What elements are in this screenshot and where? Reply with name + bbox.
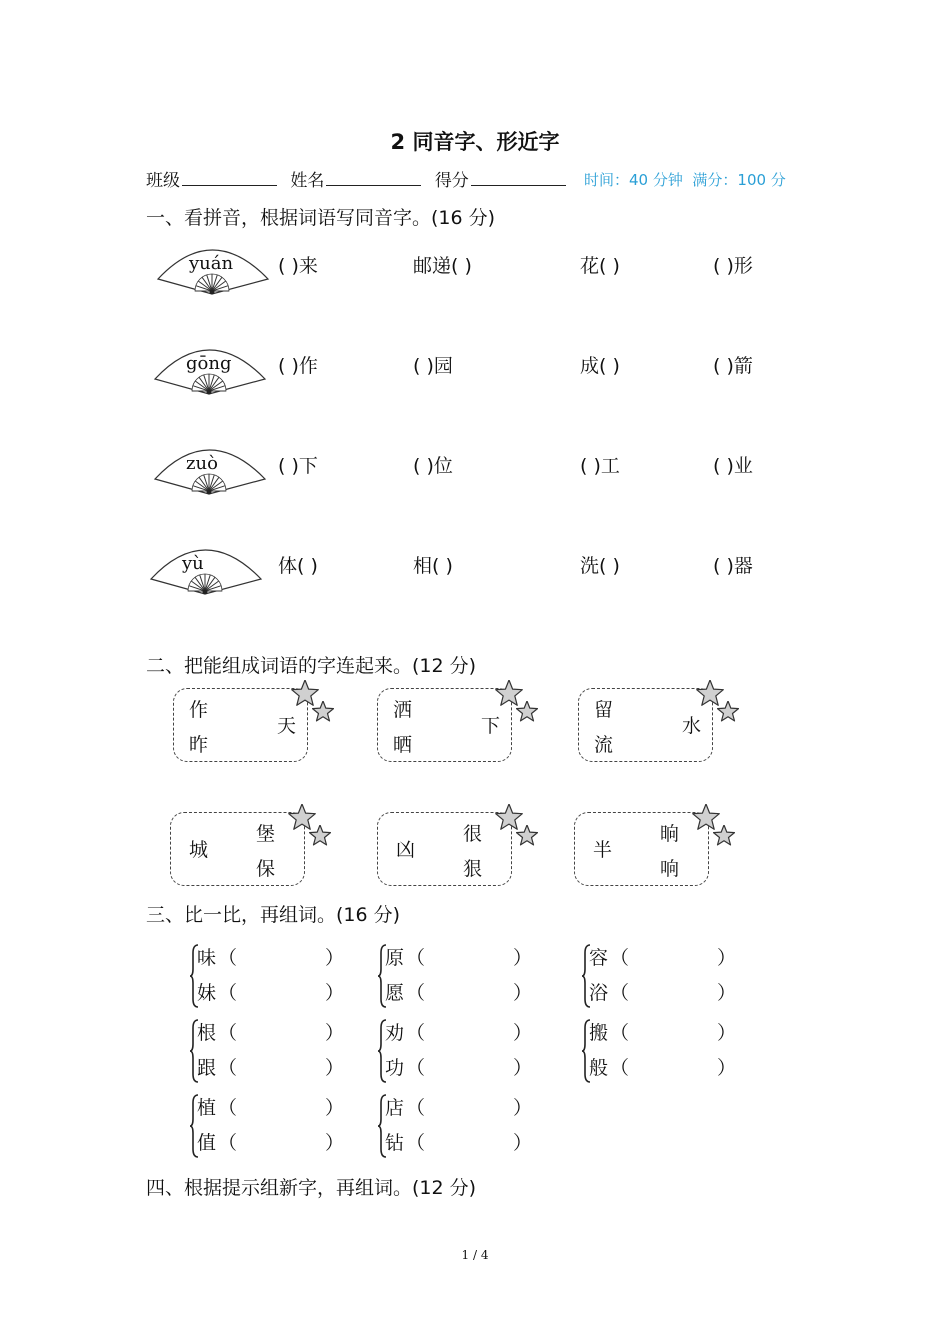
answer-paren-close: ） xyxy=(513,1022,533,1044)
answer-paren-open: （ xyxy=(406,1022,426,1044)
compare-item[interactable] xyxy=(385,1128,533,1155)
answer-paren-close: ） xyxy=(325,982,345,1004)
star-icon xyxy=(713,825,735,851)
match-char[interactable]: 作 xyxy=(189,699,209,721)
answer-paren-close: ） xyxy=(513,1097,533,1119)
compare-char: 愿 xyxy=(385,982,405,1004)
fill-blank-item[interactable]: 成( ) xyxy=(580,355,620,377)
fill-blank-item[interactable]: 体( ) xyxy=(278,555,318,577)
answer-paren-open: （ xyxy=(610,947,630,969)
compare-pair xyxy=(190,1016,370,1088)
fill-blank-item[interactable]: ( )形 xyxy=(713,255,753,277)
star-icon xyxy=(516,825,538,851)
answer-paren-close: ） xyxy=(717,982,737,1004)
compare-item[interactable] xyxy=(385,1093,533,1120)
compare-char: 跟 xyxy=(197,1057,217,1079)
answer-paren-open: （ xyxy=(218,1132,238,1154)
answer-paren-close: ） xyxy=(325,1097,345,1119)
match-char[interactable]: 城 xyxy=(189,839,209,861)
match-char[interactable]: 凶 xyxy=(396,839,416,861)
compare-item[interactable] xyxy=(197,978,345,1005)
compare-pair xyxy=(582,1016,762,1088)
fill-blank-item[interactable]: ( )园 xyxy=(413,355,453,377)
answer-paren-open: （ xyxy=(610,1022,630,1044)
pinyin-label: zuò xyxy=(186,453,218,474)
exam-meta xyxy=(584,169,786,190)
compare-pair xyxy=(190,941,370,1013)
answer-paren-close: ） xyxy=(717,1057,737,1079)
compare-item[interactable] xyxy=(589,978,737,1005)
compare-pair xyxy=(190,1091,370,1163)
fill-blank-item[interactable]: ( )器 xyxy=(713,555,753,577)
match-box xyxy=(377,688,512,762)
match-char[interactable]: 很 xyxy=(463,823,483,845)
match-char[interactable]: 洒 xyxy=(393,699,413,721)
compare-char: 店 xyxy=(385,1097,405,1119)
answer-paren-open: （ xyxy=(406,947,426,969)
match-char[interactable]: 流 xyxy=(594,734,614,756)
answer-paren-close: ） xyxy=(325,1057,345,1079)
match-char[interactable]: 昨 xyxy=(189,734,209,756)
compare-item[interactable] xyxy=(385,1018,533,1045)
compare-item[interactable] xyxy=(589,1053,737,1080)
answer-paren-close: ） xyxy=(513,982,533,1004)
score-blank[interactable] xyxy=(471,169,566,186)
section1-heading: 一、看拼音，根据词语写同音字。(16 分) xyxy=(146,207,496,229)
compare-item[interactable] xyxy=(589,943,737,970)
star-icon xyxy=(309,825,331,851)
section3-heading: 三、比一比，再组词。(16 分) xyxy=(146,904,401,926)
match-char[interactable]: 响 xyxy=(660,858,680,880)
match-box xyxy=(574,812,709,886)
match-char[interactable]: 堡 xyxy=(256,823,276,845)
answer-paren-open: （ xyxy=(610,982,630,1004)
match-char[interactable]: 天 xyxy=(277,715,297,737)
compare-char: 值 xyxy=(197,1132,217,1154)
section2-heading: 二、把能组成词语的字连起来。(12 分) xyxy=(146,655,477,677)
answer-paren-open: （ xyxy=(610,1057,630,1079)
match-char[interactable]: 下 xyxy=(481,715,501,737)
fill-blank-item[interactable]: 相( ) xyxy=(413,555,453,577)
fill-blank-item[interactable]: ( )箭 xyxy=(713,355,753,377)
match-char[interactable]: 水 xyxy=(682,715,702,737)
match-box xyxy=(173,688,308,762)
page-number: 1 / 4 xyxy=(461,1248,489,1262)
answer-paren-close: ） xyxy=(513,1057,533,1079)
compare-char: 功 xyxy=(385,1057,405,1079)
match-box xyxy=(377,812,512,886)
answer-paren-open: （ xyxy=(218,1057,238,1079)
compare-char: 搬 xyxy=(589,1022,609,1044)
score-label: 得分 xyxy=(434,171,469,191)
compare-pair xyxy=(378,1091,558,1163)
compare-char: 妹 xyxy=(197,982,217,1004)
answer-paren-close: ） xyxy=(513,1132,533,1154)
match-char[interactable]: 留 xyxy=(594,699,614,721)
answer-paren-close: ） xyxy=(717,1022,737,1044)
compare-char: 根 xyxy=(197,1022,217,1044)
answer-paren-open: （ xyxy=(218,1097,238,1119)
answer-paren-open: （ xyxy=(406,1057,426,1079)
match-box xyxy=(170,812,305,886)
section4-heading: 四、根据提示组新字，再组词。(12 分) xyxy=(146,1177,477,1199)
match-char[interactable]: 晌 xyxy=(660,823,680,845)
fill-blank-item[interactable]: 邮递( ) xyxy=(413,255,472,277)
pinyin-label: yù xyxy=(182,553,204,574)
compare-char: 劝 xyxy=(385,1022,405,1044)
answer-paren-close: ） xyxy=(717,947,737,969)
class-label: 班级 xyxy=(146,171,180,191)
time-label: 时间：40 分钟 xyxy=(584,171,683,189)
answer-paren-close: ） xyxy=(325,947,345,969)
page-title: 2 同音字、形近字 xyxy=(390,130,560,154)
fill-blank-item[interactable]: 花( ) xyxy=(580,255,620,277)
fill-blank-item[interactable]: ( )位 xyxy=(413,455,453,477)
compare-char: 味 xyxy=(197,947,217,969)
pinyin-label: yuán xyxy=(189,253,234,274)
compare-item[interactable] xyxy=(385,978,533,1005)
class-field xyxy=(146,166,574,191)
match-char[interactable]: 狠 xyxy=(463,858,483,880)
fan-icon xyxy=(148,536,264,600)
compare-char: 钻 xyxy=(385,1132,405,1154)
match-box xyxy=(578,688,713,762)
compare-char: 浴 xyxy=(589,982,609,1004)
answer-paren-open: （ xyxy=(218,982,238,1004)
compare-pair xyxy=(378,941,558,1013)
fill-blank-item[interactable]: 洗( ) xyxy=(580,555,620,577)
compare-item[interactable] xyxy=(589,1018,737,1045)
compare-item[interactable] xyxy=(197,1128,345,1155)
answer-paren-close: ） xyxy=(325,1132,345,1154)
class-blank[interactable] xyxy=(182,169,277,186)
fill-blank-item[interactable]: ( )下 xyxy=(278,455,318,477)
star-icon xyxy=(516,701,538,727)
fill-blank-item[interactable]: ( )工 xyxy=(580,455,620,477)
match-char[interactable]: 半 xyxy=(593,839,613,861)
compare-item[interactable] xyxy=(197,1093,345,1120)
answer-paren-open: （ xyxy=(218,1022,238,1044)
match-char[interactable]: 晒 xyxy=(393,734,413,756)
compare-char: 植 xyxy=(197,1097,217,1119)
compare-item[interactable] xyxy=(197,1018,345,1045)
name-blank[interactable] xyxy=(326,169,421,186)
compare-pair xyxy=(582,941,762,1013)
pinyin-label: gōng xyxy=(186,353,232,374)
compare-char: 容 xyxy=(589,947,609,969)
compare-char: 般 xyxy=(589,1057,609,1079)
answer-paren-close: ） xyxy=(325,1022,345,1044)
answer-paren-open: （ xyxy=(406,1132,426,1154)
answer-paren-close: ） xyxy=(513,947,533,969)
star-icon xyxy=(312,701,334,727)
fill-blank-item[interactable]: ( )作 xyxy=(278,355,318,377)
compare-pair xyxy=(378,1016,558,1088)
fill-blank-item[interactable]: ( )来 xyxy=(278,255,318,277)
answer-paren-open: （ xyxy=(406,982,426,1004)
full-score-label: 满分：100 分 xyxy=(692,171,786,189)
compare-item[interactable] xyxy=(385,1053,533,1080)
compare-char: 原 xyxy=(385,947,405,969)
compare-item[interactable] xyxy=(197,943,345,970)
fill-blank-item[interactable]: ( )业 xyxy=(713,455,753,477)
star-icon xyxy=(717,701,739,727)
compare-item[interactable] xyxy=(197,1053,345,1080)
name-label: 姓名 xyxy=(290,171,325,191)
answer-paren-open: （ xyxy=(406,1097,426,1119)
answer-paren-open: （ xyxy=(218,947,238,969)
match-char[interactable]: 保 xyxy=(256,858,276,880)
compare-item[interactable] xyxy=(385,943,533,970)
